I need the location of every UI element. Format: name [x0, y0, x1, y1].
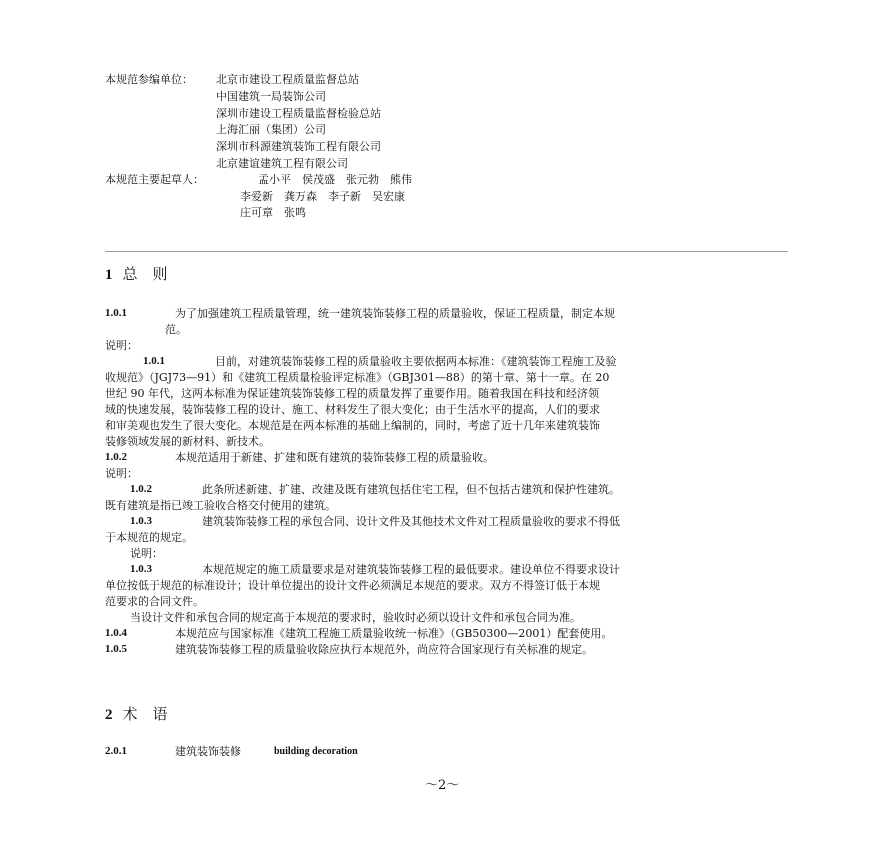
- note-text: 和审美观也发生了很大变化。本规范是在两本标准的基础上编制的，同时，考虑了近十几年来建筑装饰: [105, 419, 600, 432]
- term-english: building decoration: [274, 746, 358, 757]
- note-label: 说明：: [105, 467, 138, 480]
- clause-number: 1.0.1: [105, 307, 127, 319]
- section-number: 1: [105, 267, 113, 283]
- participating-unit: 中国建筑一局装饰公司: [216, 90, 326, 103]
- clause-text: 为了加强建筑工程质量管理，统一建筑装饰装修工程的质量验收，保证工程质量，制定本规: [175, 307, 615, 320]
- divider-top: [105, 251, 788, 252]
- note-text: 世纪 90 年代，这两本标准为保证建筑装饰装修工程的质量发挥了重要作用。随着我国在科技和经济领: [105, 387, 599, 400]
- clause-text: 本规范适用于新建、扩建和既有建筑的装饰装修工程的质量验收。: [175, 451, 494, 464]
- clause-text: 建筑装饰装修工程的质量验收除应执行本规范外，尚应符合国家现行有关标准的规定。: [175, 643, 593, 656]
- note-text: 既有建筑是指已竣工验收合格交付使用的建筑。: [105, 499, 336, 512]
- section-1-heading: [105, 265, 168, 284]
- clause-text: 范。: [165, 323, 187, 336]
- section-number: 2: [105, 707, 113, 723]
- participating-units-label: 本规范参编单位：: [105, 73, 193, 86]
- term-chinese: 建筑装饰装修: [175, 745, 241, 758]
- note-label: 说明：: [105, 339, 138, 352]
- clause-number: 1.0.3: [130, 515, 152, 527]
- clause-number: 1.0.2: [105, 451, 127, 463]
- section-title: 总 则: [122, 265, 168, 283]
- note-text: 本规范规定的施工质量要求是对建筑装饰装修工程的最低要求。建设单位不得要求设计: [202, 563, 620, 576]
- note-text: 目前，对建筑装饰装修工程的质量验收主要依据两本标准：《建筑装饰工程施工及验: [215, 355, 617, 368]
- section-2-heading: [105, 705, 168, 724]
- drafters-row: 李爱新 龚万森 李子新 吴宏康: [240, 190, 405, 203]
- note-text: 装修领域发展的新材料、新技术。: [105, 435, 270, 448]
- note-number: 1.0.3: [130, 563, 152, 575]
- clause-number: 1.0.4: [105, 627, 127, 639]
- participating-unit: 上海汇丽（集团）公司: [216, 123, 326, 136]
- note-text: 域的快速发展，装饰装修工程的设计、施工、材料发生了很大变化；由于生活水平的提高，人们的要求: [105, 403, 600, 416]
- clause-text: 建筑装饰装修工程的承包合同、设计文件及其他技术文件对工程质量验收的要求不得低: [202, 515, 620, 528]
- drafters-row: 孟小平 侯茂盛 张元勃 熊伟: [258, 173, 412, 186]
- note-text: 此条所述新建、扩建、改建及既有建筑包括住宅工程，但不包括古建筑和保护性建筑。: [202, 483, 620, 496]
- clause-text: 于本规范的规定。: [105, 531, 193, 544]
- section-title: 术 语: [122, 705, 168, 723]
- note-text: 当设计文件和承包合同的规定高于本规范的要求时，验收时必须以设计文件和承包合同为准。: [130, 611, 581, 624]
- drafters-row: 庄可章 张鸣: [240, 206, 306, 219]
- participating-unit: 深圳市建设工程质量监督检验总站: [216, 107, 381, 120]
- drafters-label: 本规范主要起草人：: [105, 173, 204, 186]
- participating-unit: 北京建谊建筑工程有限公司: [216, 157, 348, 170]
- note-number: 1.0.2: [130, 483, 152, 495]
- page-number: ～2～: [425, 778, 460, 793]
- clause-text: 本规范应与国家标准《建筑工程施工质量验收统一标准》（GB50300—2001）配套使用。: [175, 627, 613, 640]
- participating-unit: 北京市建设工程质量监督总站: [216, 73, 359, 86]
- note-text: 范要求的合同文件。: [105, 595, 204, 608]
- note-text: 收规范》（JGJ73—91）和《建筑工程质量检验评定标准》（GBJ301—88）的第十章、第十一章。在 20: [105, 371, 610, 384]
- clause-number: 2.0.1: [105, 745, 127, 757]
- note-text: 单位按低于规范的标准设计；设计单位提出的设计文件必须满足本规范的要求。双方不得签订低于本规: [105, 579, 600, 592]
- clause-number: 1.0.5: [105, 643, 127, 655]
- note-number: 1.0.1: [143, 355, 165, 367]
- participating-unit: 深圳市科源建筑装饰工程有限公司: [216, 140, 381, 153]
- note-label: 说明：: [130, 547, 163, 560]
